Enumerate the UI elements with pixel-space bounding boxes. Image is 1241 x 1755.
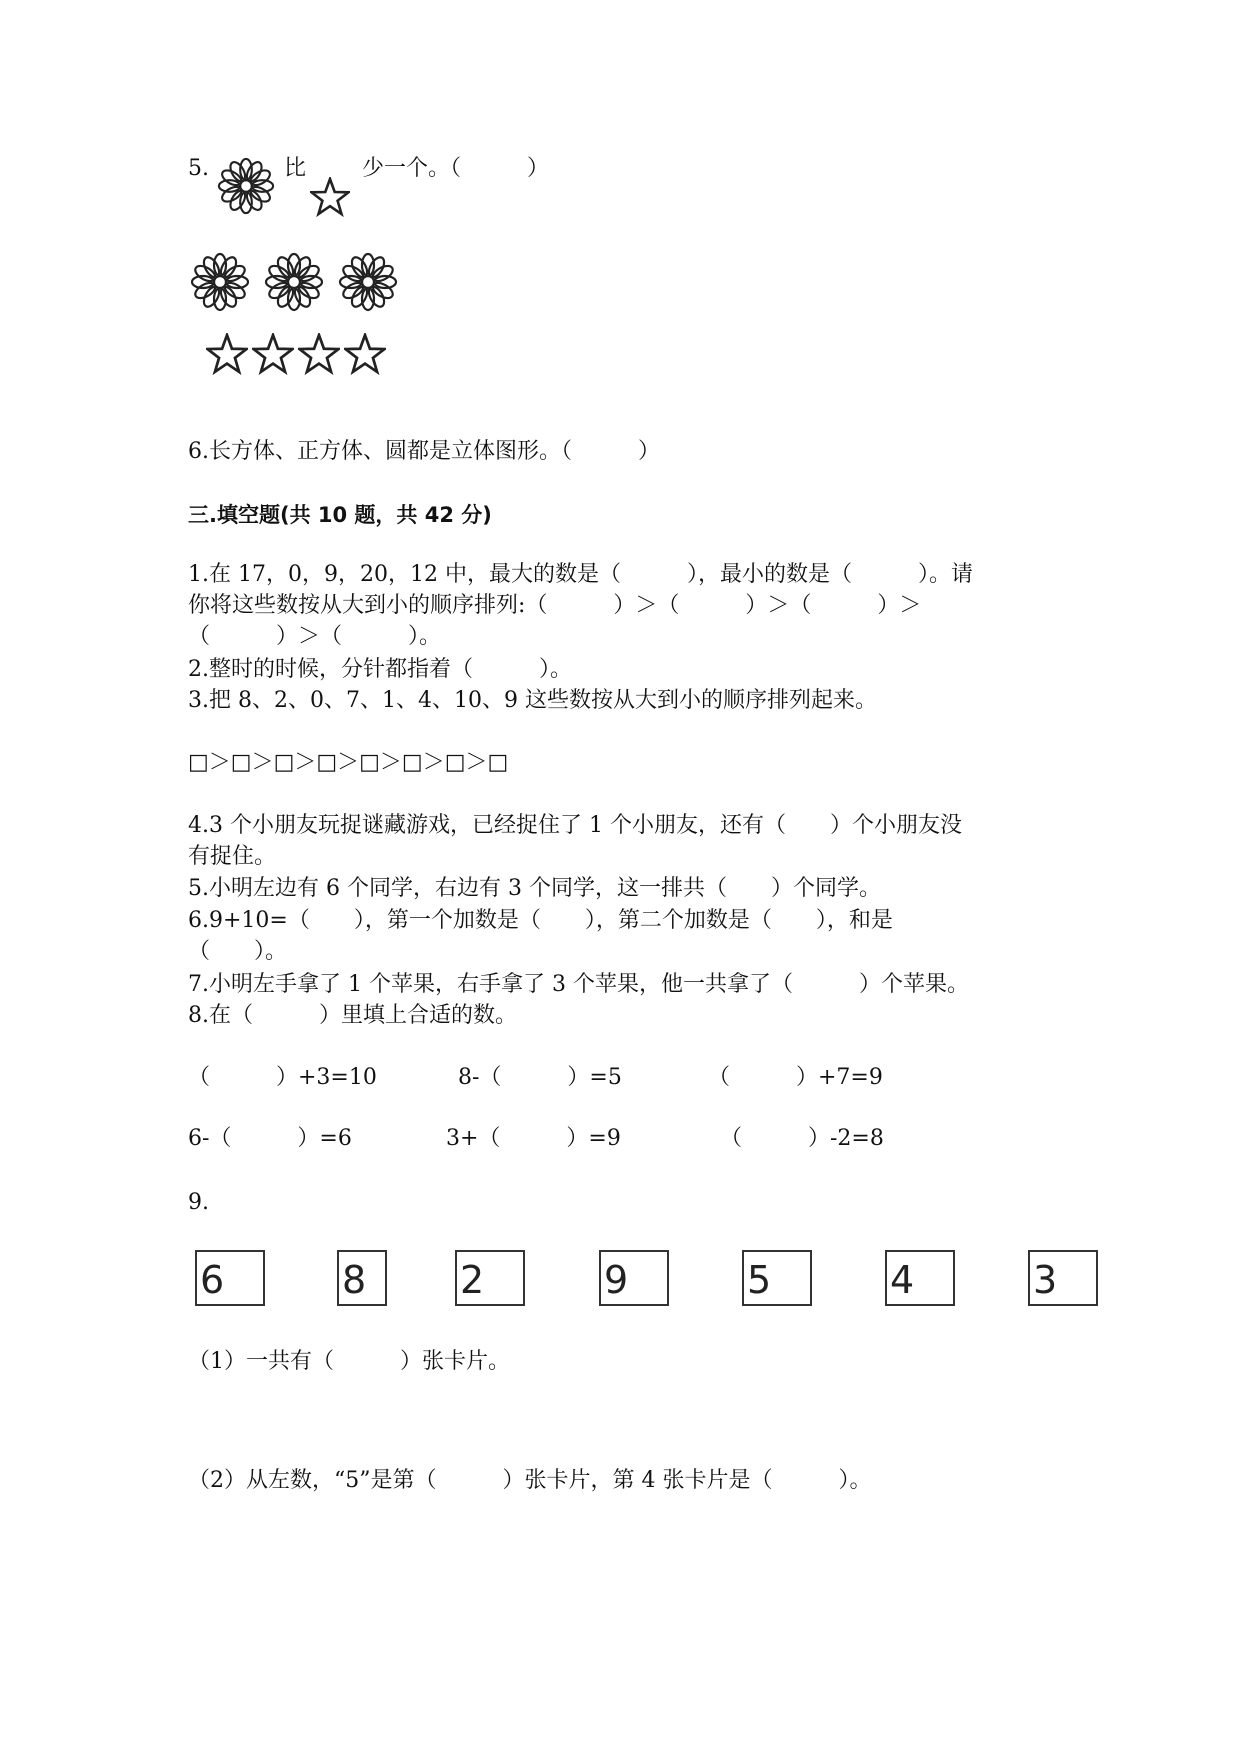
fill-q1-line2: 你将这些数按从大到小的顺序排列:（ ）＞（ ）＞（ ）＞	[188, 593, 922, 618]
number-card	[455, 1250, 525, 1306]
q6-judge: 6.长方体、正方体、圆都是立体图形。（ ）	[188, 439, 660, 464]
number-card	[1028, 1250, 1098, 1306]
fill-q3-boxes: □＞□＞□＞□＞□＞□＞□＞□	[188, 750, 509, 775]
card-digit: 8	[342, 1258, 367, 1302]
card-digit: 2	[460, 1258, 485, 1302]
number-card	[195, 1250, 265, 1306]
fill-q8-eq: （ ）+3=10	[188, 1065, 377, 1090]
fill-q4-line1: 4.3 个小朋友玩捉谜藏游戏，已经捉住了 1 个小朋友，还有（ ）个小朋友没	[188, 813, 962, 838]
fill-q2: 2.整时的时候，分针都指着（ ）。	[188, 657, 572, 682]
number-card	[742, 1250, 812, 1306]
fill-q8: 8.在（ ）里填上合适的数。	[188, 1003, 517, 1028]
fill-q6-line2: （ ）。	[188, 939, 288, 964]
fill-q4-line2: 有捉住。	[188, 844, 277, 869]
section-title: 三.填空题(共 10 题，共 42 分)	[188, 503, 492, 527]
fill-q8-eq: 6-（ ）=6	[188, 1126, 352, 1151]
number-card	[599, 1250, 669, 1306]
q5-statement-tail: 少一个。（ ）	[362, 156, 550, 181]
star-icon	[206, 333, 248, 375]
star-icon	[298, 333, 340, 375]
fill-q9-sub1: （1）一共有（ ）张卡片。	[188, 1349, 510, 1374]
flower-icon	[336, 252, 400, 312]
fill-q1-line3: （ ）＞（ ）。	[188, 624, 442, 649]
fill-q5: 5.小明左边有 6 个同学，右边有 3 个同学，这一排共（ ）个同学。	[188, 876, 881, 901]
flower-icon	[188, 252, 252, 312]
flower-icon	[216, 157, 276, 215]
fill-q3: 3.把 8、2、0、7、1、4、10、9 这些数按从大到小的顺序排列起来。	[188, 688, 877, 713]
card-digit: 5	[747, 1258, 772, 1302]
star-icon	[310, 177, 350, 217]
fill-q7: 7.小明左手拿了 1 个苹果，右手拿了 3 个苹果，他一共拿了（ ）个苹果。	[188, 972, 969, 997]
fill-q8-eq: 8-（ ）=5	[458, 1065, 622, 1090]
fill-q8-eq: 3+（ ）=9	[446, 1126, 621, 1151]
card-digit: 9	[604, 1258, 629, 1302]
fill-q8-eq: （ ）+7=9	[708, 1065, 883, 1090]
fill-q9-sub2: （2）从左数，“5”是第（ ）张卡片，第 4 张卡片是（ ）。	[188, 1468, 872, 1493]
fill-q9: 9.	[188, 1190, 209, 1215]
fill-q8-eq: （ ）-2=8	[720, 1126, 884, 1151]
card-digit: 4	[890, 1258, 915, 1302]
fill-q6-line1: 6.9+10=（ ），第一个加数是（ ），第二个加数是（ ），和是	[188, 908, 893, 933]
card-digit: 6	[200, 1258, 225, 1302]
card-digit: 3	[1033, 1258, 1058, 1302]
number-card	[337, 1250, 387, 1306]
fill-q1-line1: 1.在 17，0，9，20，12 中，最大的数是（ ），最小的数是（ ）。请	[188, 562, 973, 587]
star-icon	[344, 333, 386, 375]
star-icon	[252, 333, 294, 375]
flower-icon	[262, 252, 326, 312]
q5-compare-word: 比	[284, 156, 307, 181]
q5-number: 5.	[188, 156, 209, 181]
number-card	[885, 1250, 955, 1306]
